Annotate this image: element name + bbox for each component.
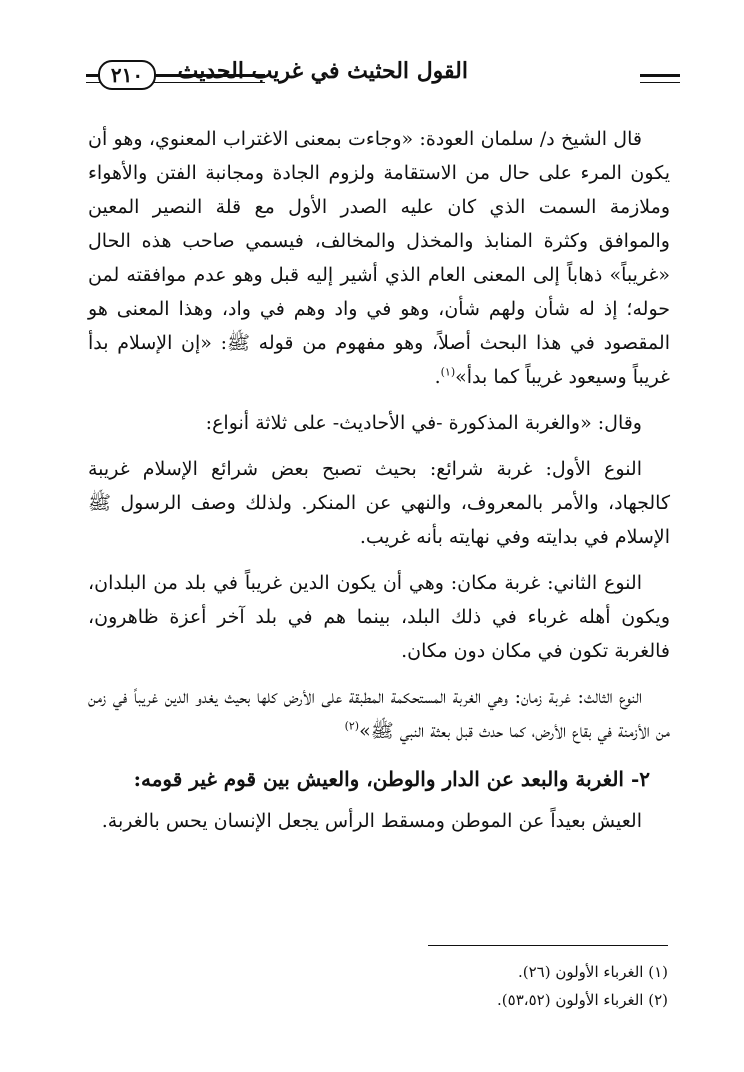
paragraph-6: العيش بعيداً عن الموطن ومسقط الرأس يجعل الإنسان يحس بالغربة. (101, 810, 642, 832)
page-number: ٢١٠ (98, 60, 156, 90)
paragraph-type-2: النوع الثاني: غربة مكان: وهي أن يكون الدين غريباً في بلد من البلدان، ويكون أهله غرباء في ذلك البلد، بينما هم في بلد آخر أعزة ظاهرون، فالغربة تكون في مكان دون مكان. (88, 572, 670, 662)
footnote-ref-1: (١) (440, 365, 456, 379)
paragraph-type-1: النوع الأول: غربة شرائع: بحيث تصبح بعض شرائع الإسلام غريبة كالجهاد، والأمر بالمعروف، والنهي عن المنكر. ولذلك وصف الرسول ﷺ الإسلام في بدايته وفي نهايته بأنه غريب. (88, 458, 670, 548)
header-rule-short (640, 74, 680, 83)
page-header (70, 52, 680, 100)
footnote-ref-2: (٢) (344, 719, 360, 733)
footnote-divider (428, 945, 668, 946)
paragraph-type-3-text: النوع الثالث: غربة زمان: وهي الغربة المستحكمة المطبقة على الأرض كلها بحيث يغدو الدين غريباً في زمن من الأزمنة في بقاع الأرض، كما حدث قبل بعثة النبي ﷺ» (88, 686, 670, 742)
section-heading: ٢- الغربة والبعد عن الدار والوطن، والعيش بين قوم غير قومه: (133, 767, 650, 791)
footnote-1: (١) الغرباء الأولون (٢٦). (517, 963, 668, 981)
paragraph-1: قال الشيخ د/ سلمان العودة: «وجاءت بمعنى الاغتراب المعنوي، وهو أن يكون المرء على حال من الاستقامة ولزوم الجادة ومجانبة الفتن والأهواء وملازمة السمت الذي كان عليه الصدر الأول مع قلة النصير المعين والموافق وكثرة المنابذ والمخذل والمخالف، فيسمي صاحب هذه الحال «غريباً» ذهاباً إلى المعنى العام الذي أشير إليه قبل وهو عدم موافقته لمن حوله؛ إذ له شأن ولهم شأن، وهو في واد وهم في واد، وهذا المعنى هو المقصود في هذا البحث أصلاً، وهو مفهوم من قوله ﷺ: «إن الإسلام بدأ غريباً وسيعود غريباً كما بدأ»$^{(١)}$. (88, 128, 670, 388)
footnotes (88, 958, 668, 1014)
paragraph-2: وقال: «والغربة المذكورة -في الأحاديث- على ثلاثة أنواع: (205, 412, 642, 434)
footnote-2: (٢) الغرباء الأولون (٥٣،٥٢). (497, 991, 668, 1009)
main-text (88, 122, 670, 850)
paragraph-type-3 (88, 680, 670, 748)
book-title: القول الحثيث في غريب الحديث (177, 58, 468, 84)
paragraph-1-text: قال الشيخ د/ سلمان العودة: «وجاءت بمعنى الاغتراب المعنوي، وهو أن يكون المرء على حال من الاستقامة ولزوم الجادة ومجانبة الفتن والأهواء وملازمة السمت الذي كان عليه الصدر الأول مع قلة النصير المعين والموافق وكثرة المنابذ والمخذل والمخالف، فيسمي صاحب هذه الحال «غريباً» ذهاباً إلى المعنى العام الذي أشير إليه قبل وهو عدم موافقته لمن حوله؛ إذ له شأن ولهم شأن، وهو في واد وهم في واد، وهذا المعنى هو المقصود في هذا البحث أصلاً، وهو مفهوم من قوله ﷺ: «إن الإسلام بدأ غريباً وسيعود غريباً كما بدأ» (88, 128, 670, 388)
